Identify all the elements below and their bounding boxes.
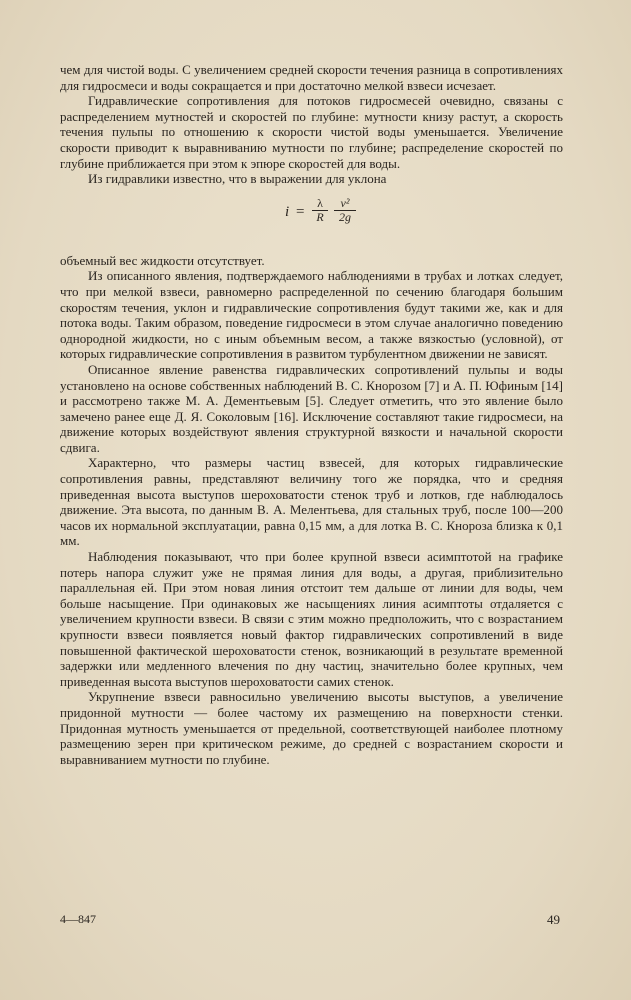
paragraph: Укрупнение взвеси равносильно увеличению высоты выступов, а увеличение придонной мутности — более частому их размещению на поверхности стенки. Придонная мутность уменьшается от предельной, соответствующей наиболее плотному размещению зерен при критическом режиме, до средней с возрастанием скорости и выравниванием мутности по глубине. [60, 689, 563, 767]
paragraph: Гидравлические сопротивления для потоков гидросмесей очевидно, связаны с распределением мутностей и скоростей по глубине: мутности книзу растут, а скорость течения пульпы по отношению к скорости чистой воды уменьшается. Увеличение скорости приводит к выравниванию мутности по глубине; распределение скоростей по глубине приближается при этом к эпюре скоростей для воды. [60, 93, 563, 171]
paragraph: чем для чистой воды. С увеличением средней скорости течения разница в сопротивлениях для гидросмеси и воды сокращается и при достаточно мелкой взвеси исчезает. [60, 62, 563, 93]
paragraph: Описанное явление равенства гидравлических сопротивлений пульпы и воды установлено на основе собственных наблюдений В. С. Кнорозом [7] и А. П. Юфиным [14] и рассмотрено также М. А. Дементьевым [5]. Следует отметить, что это явление было замечено ранее еще Д. Я. Соколовым [16]. Исключение составляют такие гидросмеси, на движение которых воздействуют явления структурной вязкости и начальной скорости сдвига. [60, 361, 563, 455]
formula-equals: = [296, 203, 305, 220]
printer-signature: 4—847 [60, 912, 96, 926]
page-number: 49 [547, 912, 560, 927]
formula-fraction-velocity [334, 197, 356, 224]
fraction-numerator: v² [334, 197, 356, 211]
fraction-denominator: 2g [339, 209, 351, 224]
fraction-denominator: R [316, 209, 324, 224]
slope-formula [60, 187, 563, 253]
paragraph: Наблюдения показывают, что при более крупной взвеси асимптотой на графике потерь напора служит уже не прямая линия для воды, а другая, приблизительно параллельная ей. При этом новая линия отстоит тем дальше от линии для воды, чем больше насыщение. При одинаковых же насыщениях линия асимптоты отдаляется с увеличением крупности взвеси. В связи с этим можно предположить, что с возрастанием крупности взвеси появляется новый фактор гидравлических сопротивлений в виде повышенной фактической шероховатости стенок, возникающий в результате временной задержки или медленного влечения по дну частиц, значительно более крупных, чем приведенная высота выступов шероховатости самих стенок. [60, 549, 563, 689]
paragraph: объемный вес жидкости отсутствует. [60, 252, 265, 268]
fraction-numerator: λ [312, 197, 328, 211]
formula-lhs: i [285, 203, 290, 220]
body-text [60, 62, 563, 767]
formula-fraction-lambda [312, 197, 328, 224]
paragraph: Из описанного явления, подтверждаемого наблюдениями в трубах и лотках следует, что при мелкой взвеси, равномерно распределенной по сечению благодаря большим скоростям течения, уклон и гидравлические сопротивления будут такими же, как и для потока воды. Таким образом, поведение гидросмеси в этом случае аналогично поведению однородной жидкости, но с иным объемным весом, а также вязкостью (условной), от которых гидравлические сопротивления в развитом турбулентном движении не зависят. [60, 268, 563, 362]
paragraph: Характерно, что размеры частиц взвесей, для которых гидравлические сопротивления равны, представляют величину того же порядка, что и средняя приведенная высота выступов шероховатости стенок труб и лотков, где наблюдалось движение. Эта высота, по данным В. А. Мелентьева, для стальных труб, после 100—200 часов их нормальной эксплуатации, равна 0,15 мм, а для лотка В. С. Кнороза близка к 0,1 мм. [60, 455, 563, 549]
paragraph: Из гидравлики известно, что в выражении для уклона [88, 171, 387, 187]
